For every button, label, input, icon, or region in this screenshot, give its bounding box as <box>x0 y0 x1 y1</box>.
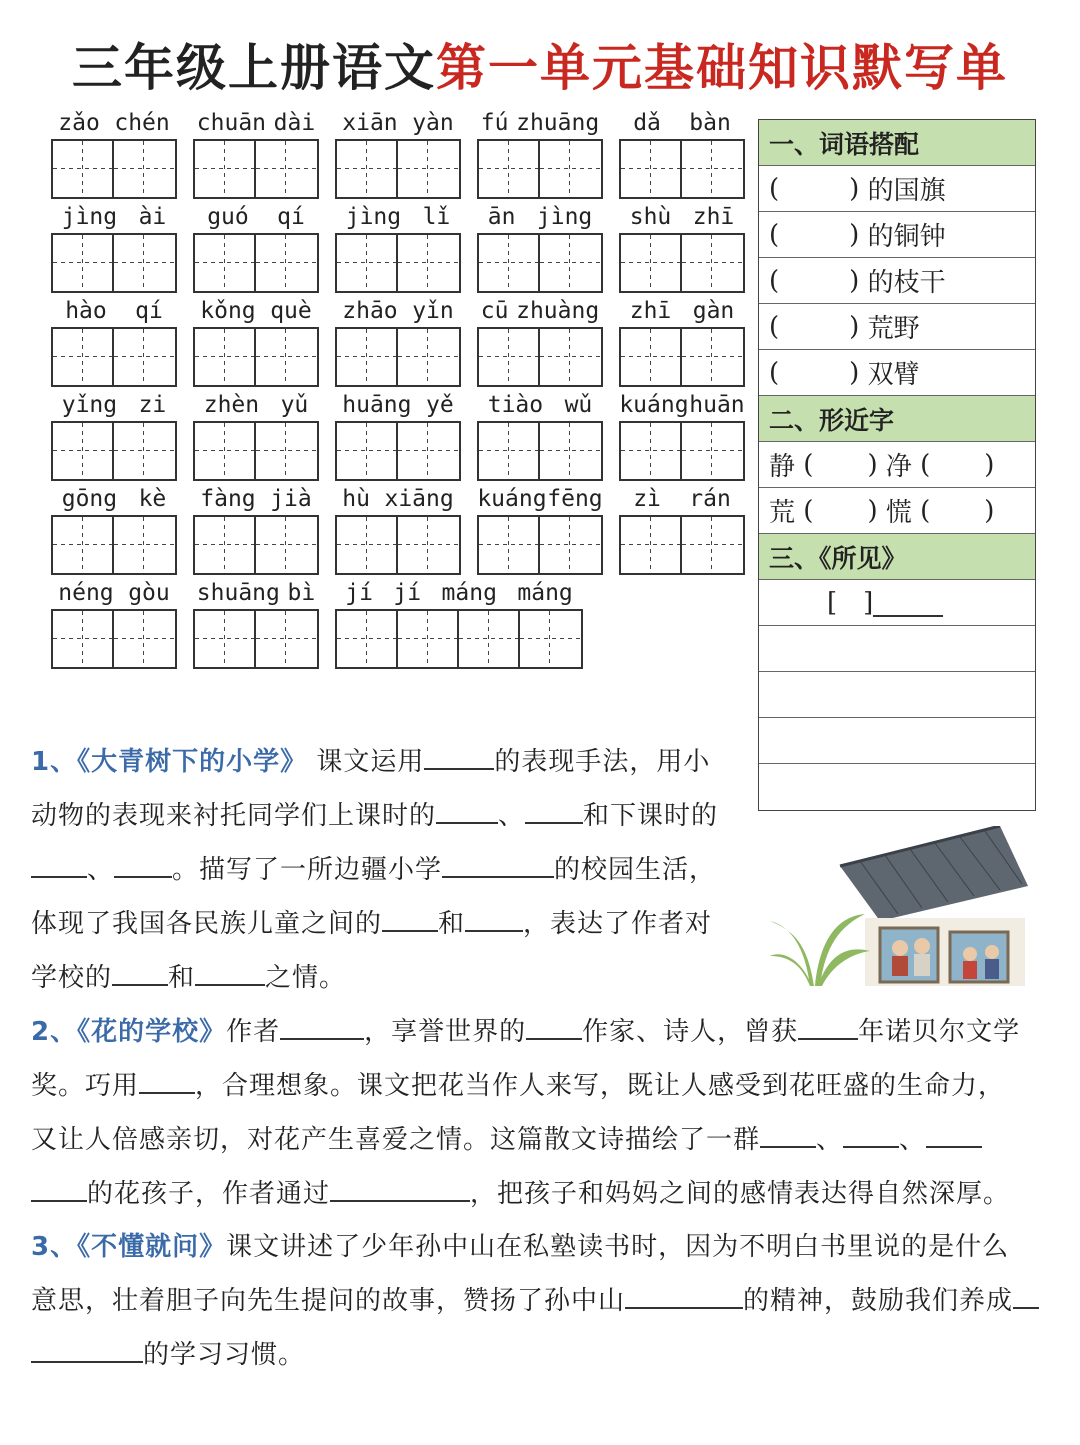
similar-char: 慌 <box>885 498 912 528</box>
writing-box[interactable] <box>682 235 743 291</box>
pinyin-syllable: jí <box>345 580 373 606</box>
passage-text: ，表达了作者对 <box>523 909 713 939</box>
section-similar-chars-heading: 二、形近字 <box>759 396 1035 442</box>
word-match-text: 的枝干 <box>867 268 946 298</box>
writing-box[interactable] <box>195 423 256 479</box>
writing-box[interactable] <box>337 235 398 291</box>
close-paren: ) <box>849 357 860 388</box>
side-table <box>758 119 1036 811</box>
writing-box[interactable] <box>479 423 540 479</box>
writing-box[interactable] <box>621 235 682 291</box>
pinyin-row <box>51 296 751 390</box>
writing-box[interactable] <box>337 423 398 479</box>
passage-line <box>31 951 751 1005</box>
answer-blank[interactable] <box>382 904 438 932</box>
pinyin-syllable: zhèn <box>203 392 260 418</box>
tian-grid <box>619 327 745 387</box>
pinyin-label <box>619 108 745 138</box>
pinyin-label <box>51 484 177 514</box>
pinyin-syllable: lǐ <box>422 204 451 230</box>
pinyin-syllable: yě <box>426 392 454 418</box>
pinyin-label <box>335 390 461 420</box>
writing-box[interactable] <box>459 611 520 667</box>
open-paren: ( <box>803 449 814 480</box>
answer-blank[interactable] <box>625 1281 743 1309</box>
passage-text: 体现了我国各民族儿童之间的 <box>31 909 383 939</box>
pinyin-syllable: yǐn <box>412 298 454 324</box>
writing-box[interactable] <box>479 329 540 385</box>
tian-grid <box>193 233 319 293</box>
pinyin-label <box>477 390 603 420</box>
poem-author-row[interactable] <box>759 580 1035 626</box>
pinyin-syllable: rán <box>689 486 731 512</box>
pinyin-syllable: zhāo <box>342 298 398 324</box>
author-blank[interactable] <box>873 589 943 617</box>
tian-grid <box>51 421 177 481</box>
tian-grid <box>51 139 177 199</box>
answer-blank[interactable] <box>31 1335 143 1363</box>
pinyin-syllable: xiāng <box>384 486 454 512</box>
pinyin-syllable: cū <box>480 298 509 324</box>
pinyin-label <box>335 108 461 138</box>
passage-text: 之情。 <box>265 963 347 993</box>
pinyin-syllable: jià <box>270 486 312 512</box>
pinyin-label <box>619 484 745 514</box>
title-part-red: 第一单元基础知识默写单 <box>436 39 1008 97</box>
open-paren: ( <box>920 449 931 480</box>
writing-box[interactable] <box>53 235 114 291</box>
open-paren: ( <box>769 357 780 388</box>
similar-char: 净 <box>885 452 912 482</box>
writing-box[interactable] <box>621 141 682 197</box>
pinyin-label <box>193 390 319 420</box>
writing-box[interactable] <box>398 611 459 667</box>
answer-blank[interactable] <box>330 1174 470 1202</box>
word-match-row[interactable] <box>759 350 1035 396</box>
pinyin-syllable: chén <box>114 110 170 136</box>
title-part-black: 三年级上册语文 <box>72 39 436 97</box>
pinyin-syllable: xiān <box>342 110 398 136</box>
pinyin-syllable: bì <box>287 580 316 606</box>
word-match-row[interactable] <box>759 212 1035 258</box>
writing-box[interactable] <box>540 235 601 291</box>
passage-line <box>31 1113 1056 1167</box>
close-bracket: ] <box>863 587 874 618</box>
passage-text: 的精神，鼓励我们养成 <box>743 1286 1014 1316</box>
writing-box[interactable] <box>337 329 398 385</box>
answer-blank[interactable] <box>465 904 523 932</box>
passage-line <box>31 735 751 789</box>
pinyin-syllable: kǒng <box>200 298 256 324</box>
pinyin-syllable: máng <box>441 580 497 606</box>
poem-line-blank[interactable] <box>759 718 1035 764</box>
writing-box[interactable] <box>398 141 459 197</box>
pinyin-row <box>51 108 751 202</box>
question-1 <box>31 735 751 1005</box>
pinyin-label <box>335 296 461 326</box>
writing-box[interactable] <box>53 329 114 385</box>
writing-box[interactable] <box>398 329 459 385</box>
word-match-text: 的铜钟 <box>867 222 946 252</box>
passage-line <box>31 1220 1056 1274</box>
pinyin-syllable: huāng <box>342 392 412 418</box>
passage-text: 和 <box>168 963 196 993</box>
writing-box[interactable] <box>195 141 256 197</box>
similar-char: 静 <box>769 452 796 482</box>
poem-line-blank[interactable] <box>759 672 1035 718</box>
pinyin-writing-grid <box>51 108 751 672</box>
tian-grid <box>619 139 745 199</box>
close-paren: ) <box>984 495 995 526</box>
pinyin-syllable: gàn <box>692 298 735 324</box>
pinyin-syllable: qí <box>277 204 305 230</box>
writing-box[interactable] <box>479 517 540 573</box>
passage-text: 课文讲述了少年孙中山在私塾读书时，因为不明白书里说的是什么 <box>226 1232 1010 1262</box>
writing-box[interactable] <box>682 329 743 385</box>
passage-text: 、 <box>899 1125 927 1155</box>
pinyin-syllable: hù <box>342 486 370 512</box>
passage-line <box>31 1059 1056 1113</box>
pinyin-label <box>619 202 745 232</box>
passage-line <box>31 1328 1056 1382</box>
question-2 <box>31 1005 1056 1221</box>
pinyin-syllable: ài <box>138 204 167 230</box>
close-paren: ) <box>849 265 860 296</box>
pinyin-label <box>477 484 603 514</box>
tian-grid <box>51 233 177 293</box>
passage-text: 的表现手法，用小 <box>494 747 711 777</box>
writing-box[interactable] <box>398 517 459 573</box>
pinyin-syllable: huān <box>689 392 745 418</box>
answer-blank[interactable] <box>926 1120 982 1148</box>
similar-char-row[interactable] <box>759 442 1035 488</box>
pinyin-syllable: kè <box>138 486 167 512</box>
pinyin-row <box>51 202 751 296</box>
writing-box[interactable] <box>398 235 459 291</box>
pinyin-syllable: zì <box>633 486 661 512</box>
pinyin-syllable: zhuàng <box>516 298 600 324</box>
tian-grid <box>193 421 319 481</box>
passage-text: 动物的表现来衬托同学们上课时的 <box>31 801 437 831</box>
open-paren: ( <box>769 311 780 342</box>
tian-grid <box>619 421 745 481</box>
pinyin-row <box>51 484 751 578</box>
pinyin-syllable: gōng <box>61 486 118 512</box>
passage-text: ，把孩子和妈妈之间的感情表达得自然深厚。 <box>470 1179 1011 1209</box>
writing-box[interactable] <box>682 517 743 573</box>
passage-text: 、 <box>87 855 115 885</box>
writing-box[interactable] <box>53 517 114 573</box>
passage-text: 的花孩子，作者通过 <box>87 1179 331 1209</box>
pinyin-row <box>51 390 751 484</box>
pinyin-syllable: tiào <box>487 392 544 418</box>
writing-box[interactable] <box>621 423 682 479</box>
pinyin-syllable: qí <box>135 298 163 324</box>
tian-grid <box>477 327 603 387</box>
open-paren: ( <box>769 219 780 250</box>
word-match-row[interactable] <box>759 258 1035 304</box>
writing-box[interactable] <box>621 517 682 573</box>
answer-blank[interactable] <box>112 958 168 986</box>
passage-text: ，合理想象。课文把花当作人来写，既让人感受到花旺盛的生命力， <box>195 1071 1006 1101</box>
writing-box[interactable] <box>256 611 317 667</box>
writing-box[interactable] <box>195 235 256 291</box>
tian-grid <box>335 515 461 575</box>
writing-box[interactable] <box>337 141 398 197</box>
tian-grid <box>193 515 319 575</box>
poem-line-blank[interactable] <box>759 764 1035 810</box>
pinyin-label <box>335 578 583 608</box>
pinyin-syllable: shù <box>629 204 672 230</box>
writing-box[interactable] <box>398 423 459 479</box>
pinyin-syllable: máng <box>517 580 573 606</box>
pinyin-syllable: hào <box>65 298 107 324</box>
writing-box[interactable] <box>195 329 256 385</box>
pinyin-syllable: fēng <box>547 486 603 512</box>
passage-text: 。描写了一所边疆小学 <box>172 855 443 885</box>
writing-box[interactable] <box>53 611 114 667</box>
passage-text: 作者 <box>226 1017 281 1047</box>
word-match-text: 荒野 <box>867 314 920 344</box>
writing-box[interactable] <box>114 423 175 479</box>
pinyin-label <box>193 202 319 232</box>
writing-box[interactable] <box>540 329 601 385</box>
close-paren: ) <box>867 449 878 480</box>
answer-blank[interactable] <box>114 850 172 878</box>
tian-grid <box>619 515 745 575</box>
tian-grid <box>335 233 461 293</box>
tian-grid <box>335 421 461 481</box>
similar-char-row[interactable] <box>759 488 1035 534</box>
writing-box[interactable] <box>53 141 114 197</box>
writing-box[interactable] <box>520 611 581 667</box>
answer-blank[interactable] <box>843 1120 899 1148</box>
section-poem-heading: 三、《所见》 <box>759 534 1035 580</box>
word-match-text: 的国旗 <box>867 176 946 206</box>
word-match-row[interactable] <box>759 166 1035 212</box>
open-bracket: [ <box>827 587 838 618</box>
passage-line <box>31 843 751 897</box>
pinyin-syllable: yǐng <box>61 392 118 418</box>
tian-grid <box>619 233 745 293</box>
passage-text: 学校的 <box>31 963 113 993</box>
answer-blank[interactable] <box>760 1120 816 1148</box>
writing-box[interactable] <box>540 423 601 479</box>
writing-box[interactable] <box>479 235 540 291</box>
tian-grid <box>193 139 319 199</box>
pinyin-syllable: jìng <box>61 204 118 230</box>
writing-box[interactable] <box>195 611 256 667</box>
poem-line-blank[interactable] <box>759 626 1035 672</box>
pinyin-syllable: zi <box>138 392 167 418</box>
similar-char: 荒 <box>769 498 796 528</box>
open-paren: ( <box>769 173 780 204</box>
tian-grid <box>477 139 603 199</box>
tian-grid <box>477 233 603 293</box>
writing-box[interactable] <box>114 517 175 573</box>
close-paren: ) <box>849 219 860 250</box>
passage-text: 、 <box>498 801 526 831</box>
page-title <box>0 28 1080 100</box>
pinyin-label <box>51 390 177 420</box>
pinyin-label <box>193 296 319 326</box>
writing-box[interactable] <box>114 329 175 385</box>
passage-line <box>31 1167 1056 1221</box>
pinyin-label <box>51 578 177 608</box>
pinyin-syllable: guó <box>207 204 249 230</box>
pinyin-syllable: dài <box>273 110 316 136</box>
tian-grid <box>193 327 319 387</box>
pinyin-label <box>335 484 461 514</box>
passage-line <box>31 789 751 843</box>
passage-text: 又让人倍感亲切，对花产生喜爱之情。这篇散文诗描绘了一群 <box>31 1125 761 1155</box>
pinyin-syllable: fàng <box>200 486 256 512</box>
passage-text: 、 <box>816 1125 844 1155</box>
pinyin-row <box>51 578 751 672</box>
question-title: 3、《不懂就问》 <box>31 1232 227 1262</box>
tian-grid <box>51 515 177 575</box>
writing-box[interactable] <box>682 423 743 479</box>
section-word-matching-heading: 一、词语搭配 <box>759 120 1035 166</box>
passage-text: ，享誉世界的 <box>364 1017 527 1047</box>
tian-grid <box>193 609 319 669</box>
answer-blank[interactable] <box>424 742 494 770</box>
tian-grid <box>477 421 603 481</box>
pinyin-label <box>51 108 177 138</box>
writing-box[interactable] <box>682 141 743 197</box>
tian-grid <box>335 139 461 199</box>
pinyin-syllable: jìng <box>536 204 593 230</box>
pinyin-syllable: kuáng <box>619 392 689 418</box>
writing-box[interactable] <box>114 611 175 667</box>
answer-blank[interactable] <box>526 1012 582 1040</box>
writing-box[interactable] <box>114 235 175 291</box>
passage-text: 和 <box>438 909 466 939</box>
writing-box[interactable] <box>479 141 540 197</box>
pinyin-label <box>477 108 603 138</box>
word-match-text: 双臂 <box>867 360 920 390</box>
close-paren: ) <box>984 449 995 480</box>
tian-grid <box>335 609 583 669</box>
writing-box[interactable] <box>540 517 601 573</box>
pinyin-label <box>335 202 461 232</box>
answer-blank[interactable] <box>798 1012 858 1040</box>
passage-text: 课文运用 <box>316 747 425 777</box>
open-paren: ( <box>803 495 814 526</box>
passage-line <box>31 1005 1056 1059</box>
answer-blank[interactable] <box>436 796 498 824</box>
pinyin-label <box>477 202 603 232</box>
answer-blank[interactable] <box>31 1174 87 1202</box>
pinyin-label <box>619 390 745 420</box>
pinyin-label <box>193 484 319 514</box>
pinyin-syllable: zhī <box>692 204 735 230</box>
pinyin-syllable: jìng <box>345 204 402 230</box>
answer-blank[interactable] <box>525 796 583 824</box>
pinyin-syllable: ān <box>487 204 516 230</box>
pinyin-label <box>193 578 319 608</box>
pinyin-syllable: kuáng <box>477 486 547 512</box>
passage-text: 奖。巧用 <box>31 1071 140 1101</box>
tian-grid <box>51 327 177 387</box>
pinyin-label <box>193 108 319 138</box>
pinyin-label <box>51 296 177 326</box>
pinyin-label <box>51 202 177 232</box>
writing-box[interactable] <box>337 517 398 573</box>
pinyin-syllable: jí <box>393 580 422 606</box>
answer-blank[interactable] <box>1013 1281 1039 1309</box>
pinyin-syllable: zhuāng <box>516 110 600 136</box>
passage-line <box>31 897 751 951</box>
pinyin-syllable: zhī <box>629 298 672 324</box>
school-illustration <box>770 826 1028 986</box>
pinyin-syllable: dǎ <box>633 110 661 136</box>
open-paren: ( <box>769 265 780 296</box>
answer-blank[interactable] <box>31 850 87 878</box>
writing-box[interactable] <box>256 329 317 385</box>
pinyin-label <box>619 296 745 326</box>
pinyin-syllable: wǔ <box>564 392 593 418</box>
pinyin-syllable: yàn <box>412 110 454 136</box>
close-paren: ) <box>867 495 878 526</box>
passage-text: 和下课时的 <box>583 801 719 831</box>
answer-blank[interactable] <box>442 850 554 878</box>
open-paren: ( <box>920 495 931 526</box>
writing-box[interactable] <box>337 611 398 667</box>
word-match-row[interactable] <box>759 304 1035 350</box>
writing-box[interactable] <box>53 423 114 479</box>
pinyin-syllable: gòu <box>128 580 170 606</box>
question-title: 2、《花的学校》 <box>31 1017 227 1047</box>
writing-box[interactable] <box>621 329 682 385</box>
answer-blank[interactable] <box>139 1066 195 1094</box>
close-paren: ) <box>849 311 860 342</box>
pinyin-syllable: néng <box>58 580 114 606</box>
pinyin-syllable: yǔ <box>280 392 309 418</box>
writing-box[interactable] <box>256 141 317 197</box>
passage-text: 的学习习惯。 <box>143 1340 306 1370</box>
writing-box[interactable] <box>256 235 317 291</box>
passage-text: 的校园生活， <box>554 855 717 885</box>
passage-text: 作家、诗人，曾获 <box>582 1017 799 1047</box>
pinyin-syllable: bàn <box>689 110 731 136</box>
writing-box[interactable] <box>114 141 175 197</box>
writing-box[interactable] <box>195 517 256 573</box>
passage-line <box>31 1274 1056 1328</box>
pinyin-label <box>477 296 603 326</box>
close-paren: ) <box>849 173 860 204</box>
writing-box[interactable] <box>256 423 317 479</box>
pinyin-syllable: shuāng <box>196 580 280 606</box>
tian-grid <box>335 327 461 387</box>
tian-grid <box>477 515 603 575</box>
passage-text: 意思，壮着胆子向先生提问的故事，赞扬了孙中山 <box>31 1286 626 1316</box>
pinyin-syllable: què <box>270 298 312 324</box>
writing-box[interactable] <box>256 517 317 573</box>
answer-blank[interactable] <box>195 958 265 986</box>
writing-box[interactable] <box>540 141 601 197</box>
pinyin-syllable: fú <box>480 110 509 136</box>
passage-text: 年诺贝尔文学 <box>858 1017 1021 1047</box>
question-title: 1、《大青树下的小学》 <box>31 747 308 777</box>
answer-blank[interactable] <box>280 1012 364 1040</box>
question-3 <box>31 1220 1056 1382</box>
tian-grid <box>51 609 177 669</box>
pinyin-syllable: chuān <box>196 110 267 136</box>
pinyin-syllable: zǎo <box>58 110 100 136</box>
